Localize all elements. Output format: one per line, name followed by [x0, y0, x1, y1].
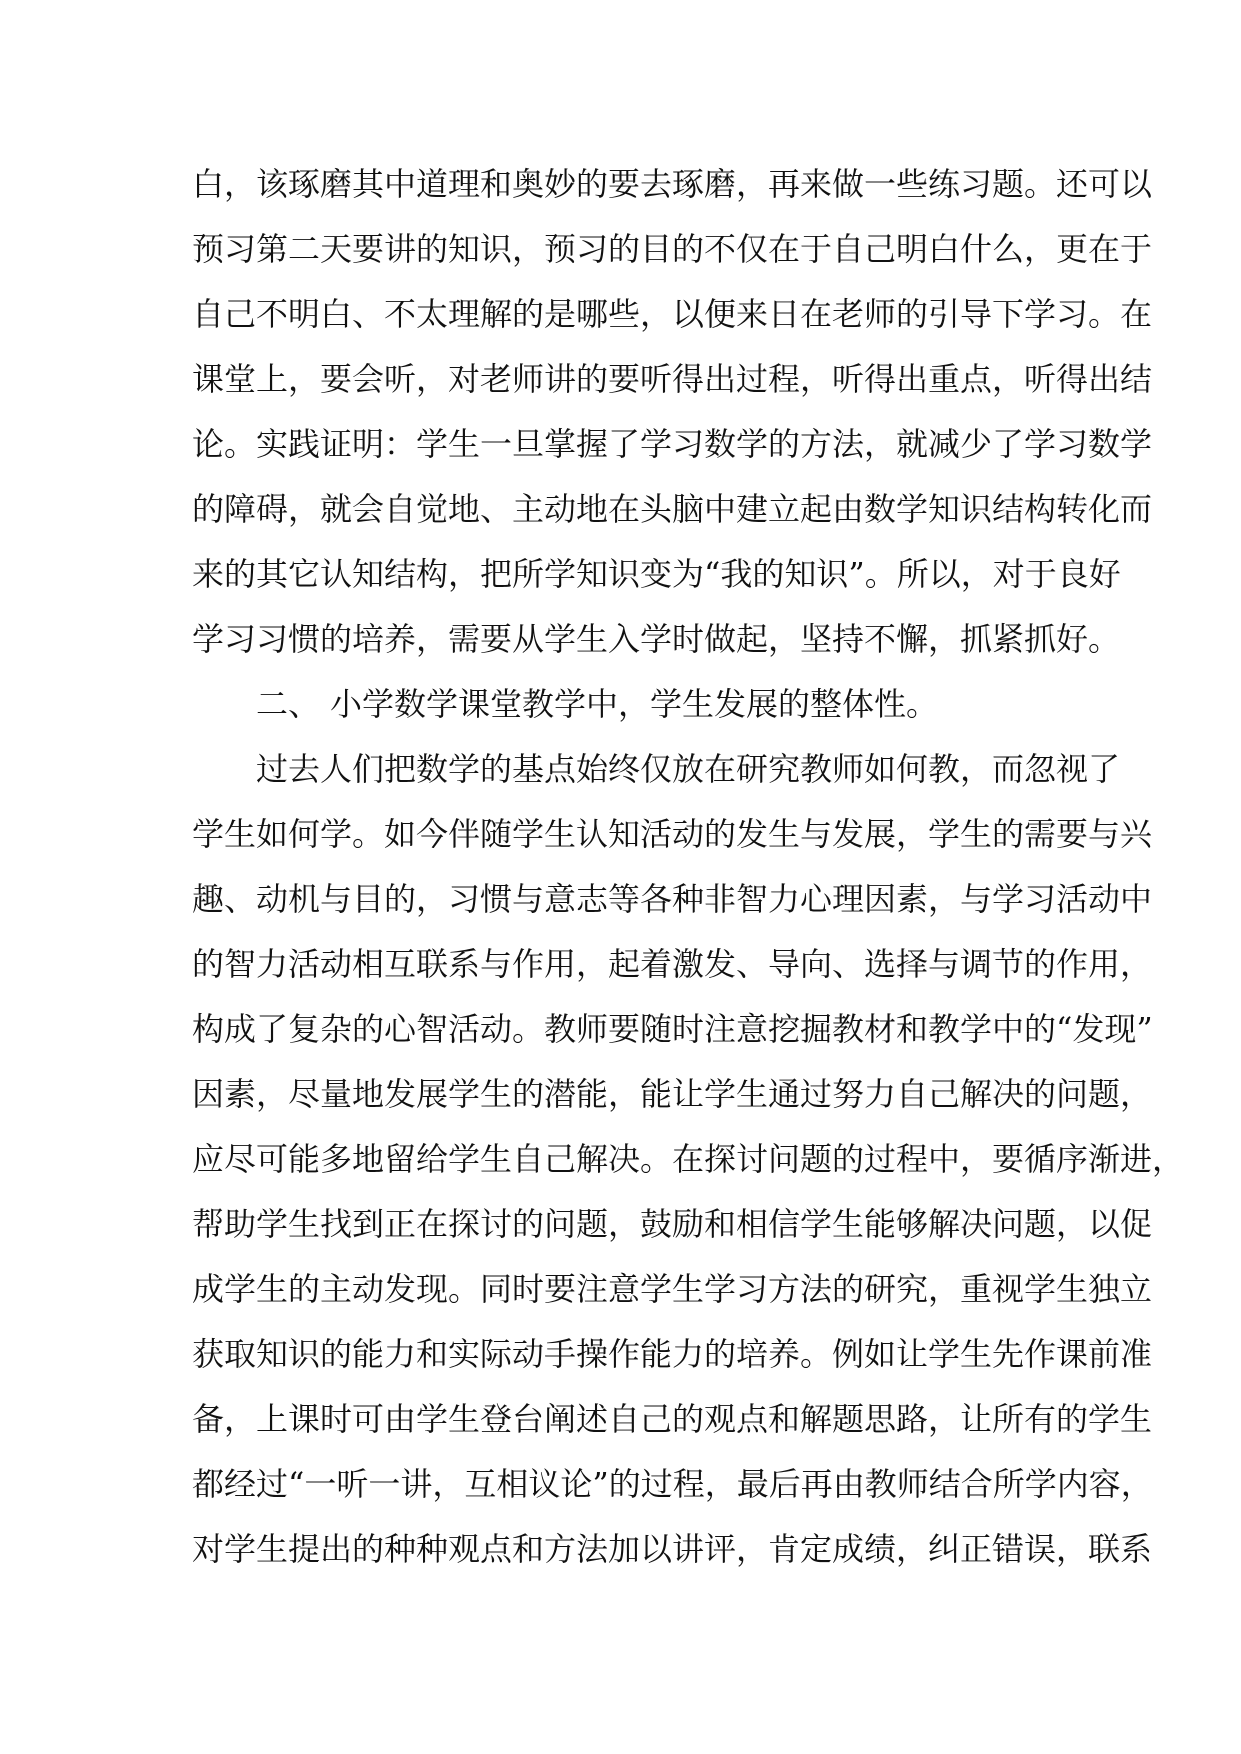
text-line: 成学生的主动发现。同时要注意学生学习方法的研究，重视学生独立	[192, 1270, 1153, 1308]
text-line: 论。实践证明：学生一旦掌握了学习数学的方法，就减少了学习数学	[192, 425, 1153, 463]
text-line: 的障碍，就会自觉地、主动地在头脑中建立起由数学知识结构转化而	[192, 490, 1153, 528]
text-line: 趣、动机与目的，习惯与意志等各种非智力心理因素，与学习活动中	[192, 880, 1153, 918]
text-line: 的智力活动相互联系与作用，起着激发、导向、选择与调节的作用，	[192, 945, 1153, 983]
paragraph-1	[192, 152, 1153, 672]
text-line: 构成了复杂的心智活动。教师要随时注意挖掘教材和教学中的“发现”	[192, 1010, 1153, 1048]
text-line: 过去人们把数学的基点始终仅放在研究教师如何教，而忽视了	[256, 750, 1121, 788]
text-line: 来的其它认知结构，把所学知识变为“我的知识”。所以，对于良好	[192, 555, 1121, 593]
text-line: 预习第二天要讲的知识，预习的目的不仅在于自己明白什么，更在于	[192, 230, 1153, 268]
text-line: 备，上课时可由学生登台阐述自己的观点和解题思路，让所有的学生	[192, 1400, 1153, 1438]
text-line: 白，该琢磨其中道理和奥妙的要去琢磨，再来做一些练习题。还可以	[192, 165, 1153, 203]
text-line: 学习习惯的培养，需要从学生入学时做起，坚持不懈，抓紧抓好。	[192, 620, 1121, 658]
text-line: 应尽可能多地留给学生自己解决。在探讨问题的过程中，要循序渐进，	[192, 1140, 1185, 1178]
text-line: 都经过“一听一讲，互相议论”的过程，最后再由教师结合所学内容，	[192, 1465, 1153, 1503]
text-line: 帮助学生找到正在探讨的问题，鼓励和相信学生能够解决问题，以促	[192, 1205, 1153, 1243]
text-line: 获取知识的能力和实际动手操作能力的培养。例如让学生先作课前准	[192, 1335, 1153, 1373]
section-heading	[192, 672, 1056, 737]
text-line: 自己不明白、不太理解的是哪些，以便来日在老师的引导下学习。在	[192, 295, 1153, 333]
text-line: 因素，尽量地发展学生的潜能，能让学生通过努力自己解决的问题，	[192, 1075, 1153, 1113]
text-line: 课堂上，要会听，对老师讲的要听得出过程，听得出重点，听得出结	[192, 360, 1153, 398]
paragraph-2	[192, 737, 1185, 1582]
section-title: 小学数学课堂教学中，学生发展的整体性。	[330, 685, 939, 723]
section-number: 二、	[256, 685, 321, 723]
body-text	[192, 152, 1185, 1582]
text-line: 对学生提出的种种观点和方法加以讲评，肯定成绩，纠正错误，联系	[192, 1530, 1153, 1568]
text-line: 学生如何学。如今伴随学生认知活动的发生与发展，学生的需要与兴	[192, 815, 1153, 853]
